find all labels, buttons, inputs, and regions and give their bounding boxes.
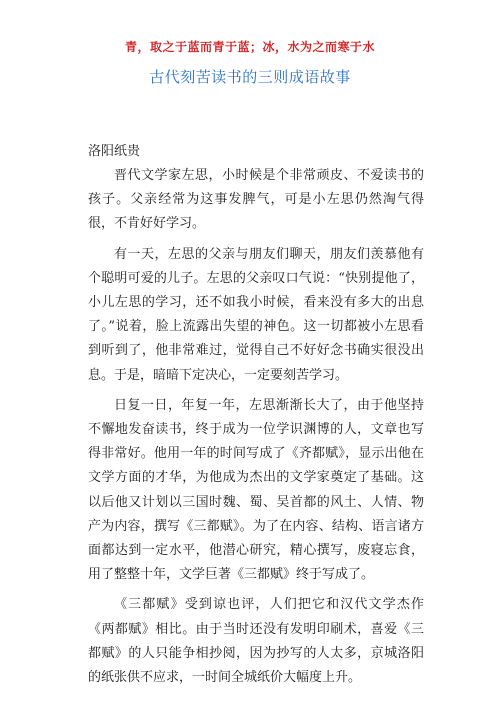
section-heading: 洛阳纸贵 <box>88 144 141 159</box>
paragraph: 《三都赋》受到谅也评，人们把它和汉代文学杰作《两都赋》相比。由于当时还没有发明印刷术，喜爱《三都赋》的人只能争相抄阅，因为抄写的人太多，京城洛阳的纸张供不应求，一时间全城纸价大幅度上升。 <box>88 597 424 686</box>
document-title: 古代刻苦读书的三则成语故事 <box>149 68 351 86</box>
paragraph: 日复一日，年复一年，左思渐渐长大了，由于他坚持不懈地发奋读书，终于成为一位学识渊博的人，文章也写得非常好。他用一年的时间写成了《齐都赋》，显示出他在文学方面的才华，为他成为杰出的文学家奠定了基础。这以后他又计划以三国时魏、蜀、吴首都的风土、人情、物产为内容，撰写《三都赋》。为了在内容、结构、语言诸方面都达到一定水平，他潜心研究，精心撰写，废寝忘食，用了整整十年，文学巨著《三都赋》终于写成了。 <box>88 397 424 583</box>
paragraph: 晋代文学家左思，小时候是个非常顽皮、不爱读书的孩子。父亲经常为这事发脾气，可是小左思仍然淘气得很，不肯好好学习。 <box>88 168 424 232</box>
body-text <box>88 164 424 696</box>
paragraph: 有一天，左思的父亲与朋友们聊天，朋友们羡慕他有个聪明可爱的儿子。左思的父亲叹口气说：“快别提他了，小儿左思的学习，还不如我小时候，看来没有多大的出息了。”说着，脸上流露出失望的神色。这一切都被小左思看到听到了，他非常难过，觉得自己不好好念书确实很没出息。于是，暗暗下定决心，一定要刻苦学习。 <box>88 246 424 383</box>
header-motto: 青，取之于蓝而青于蓝；冰，水为之而寒于水 <box>124 40 375 54</box>
